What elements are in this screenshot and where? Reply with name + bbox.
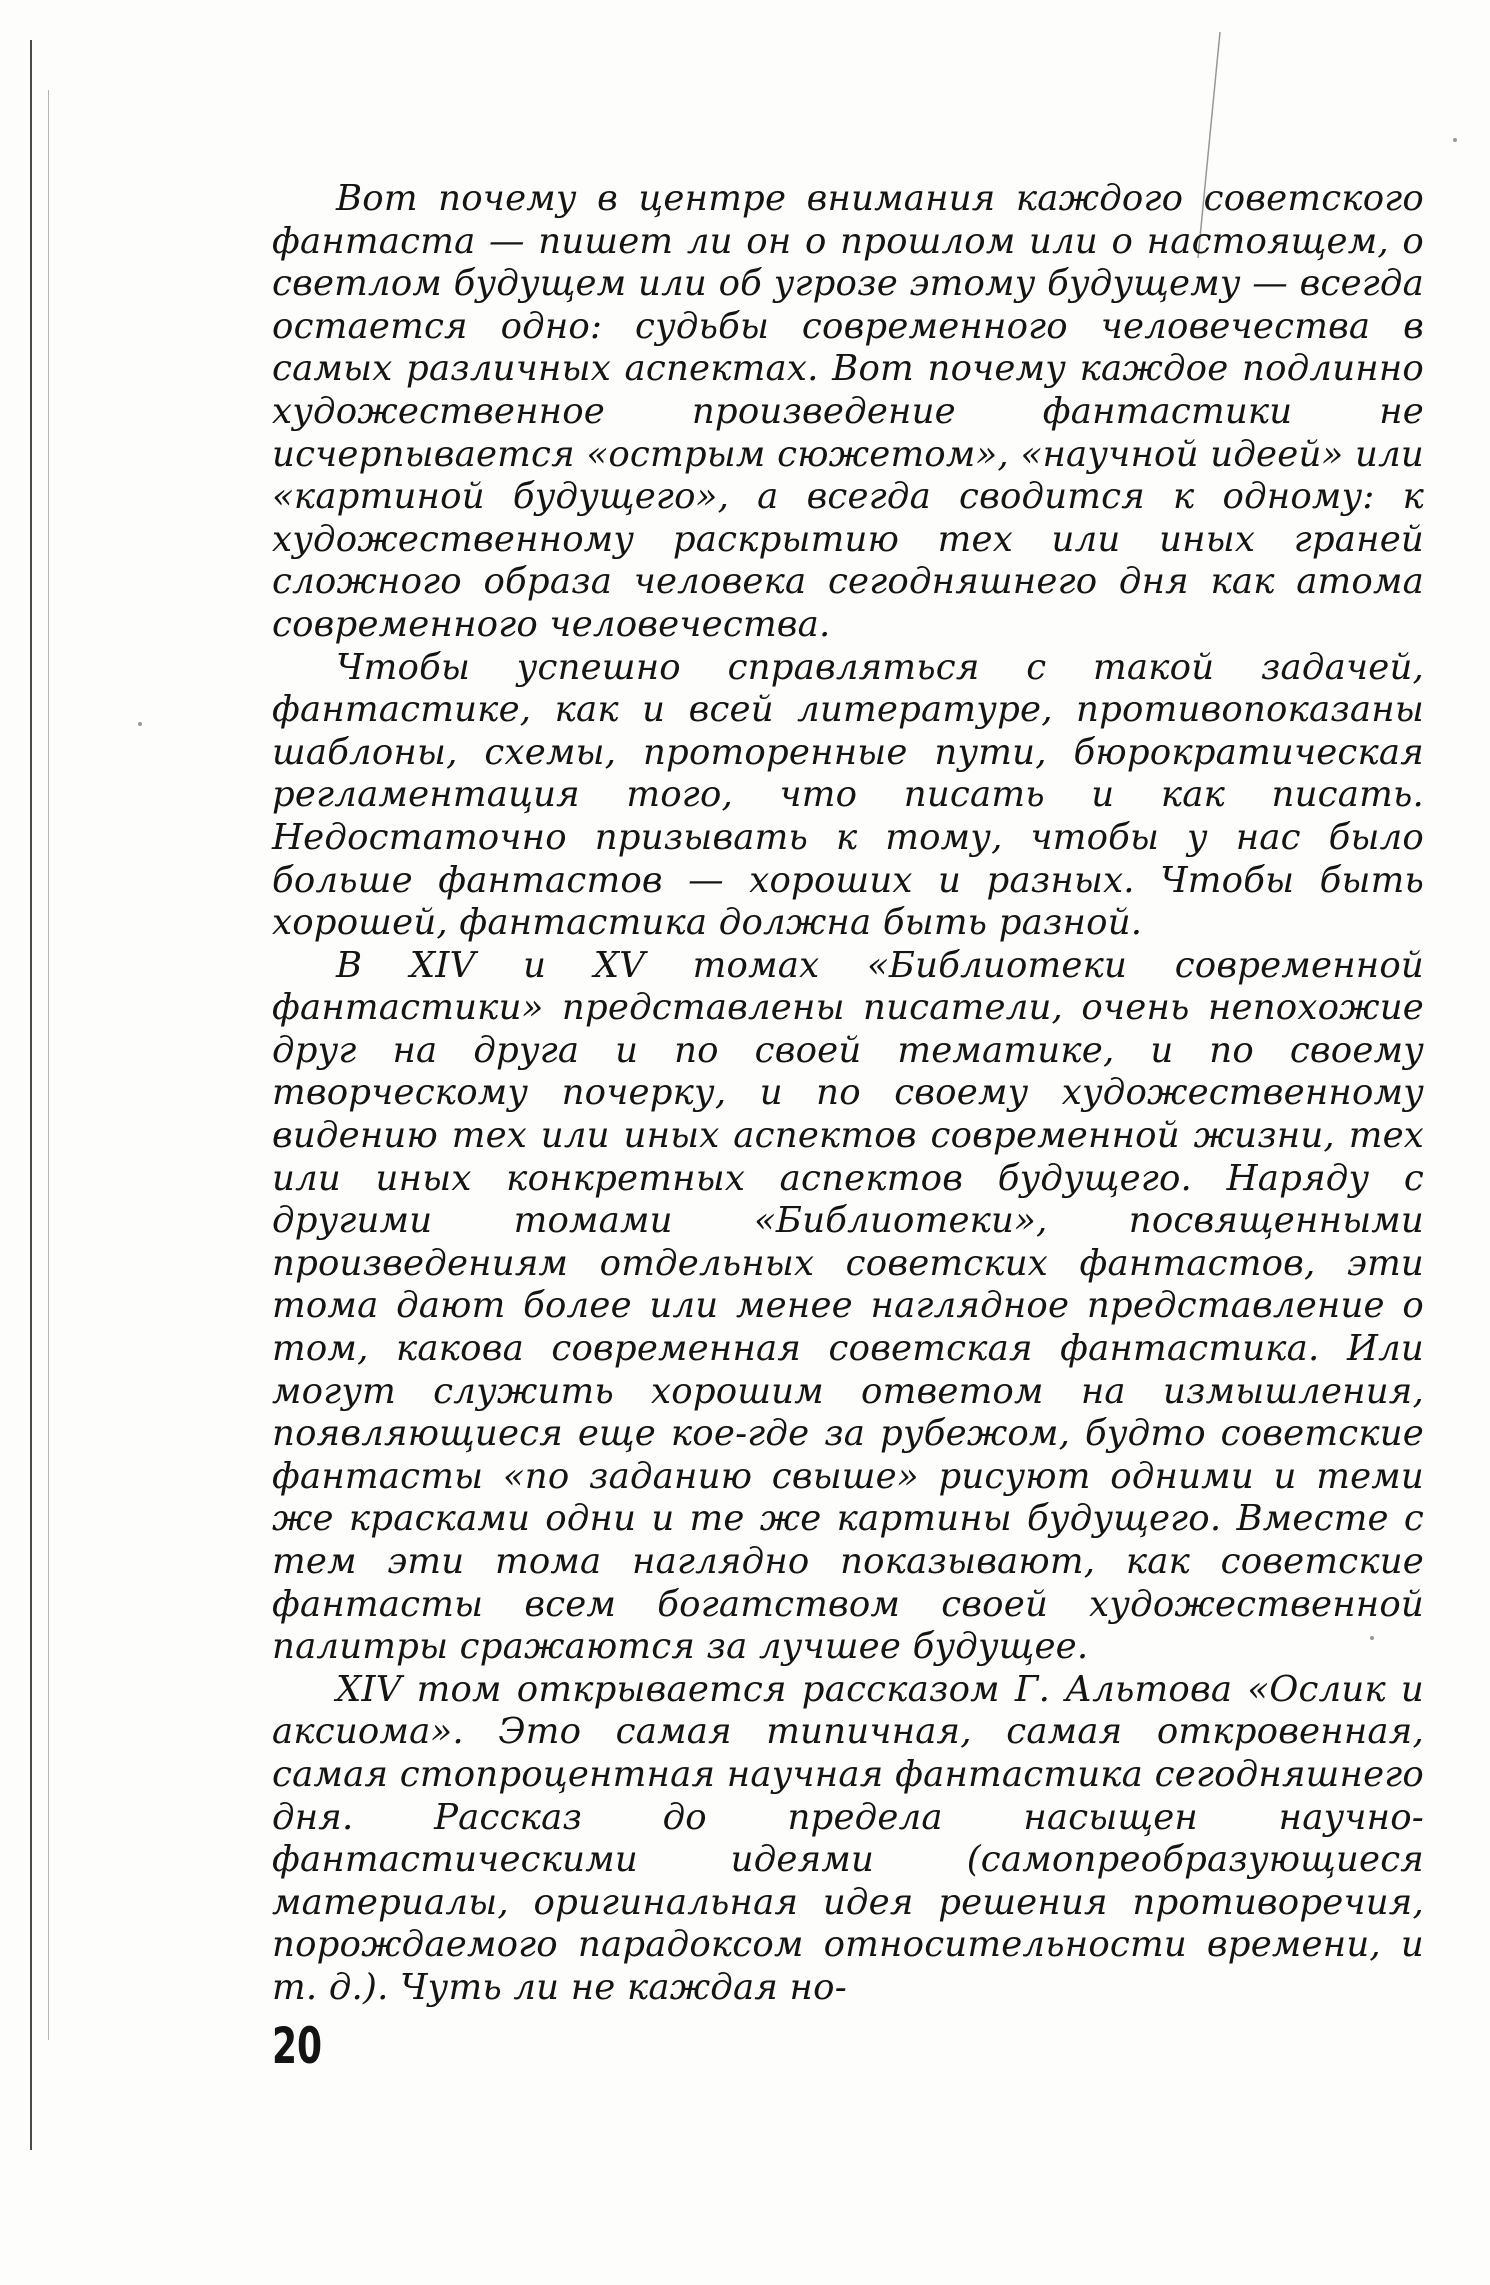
scan-edge-line — [30, 40, 32, 2150]
scan-speck — [138, 722, 142, 726]
paragraph: Чтобы успешно справляться с такой задачей, фантастике, как и всей литературе, противопоказаны шаблоны, схемы, проторенные пути, бюрократическая регламентация того, что писать и как писать. Недостаточно призывать к тому, чтобы у нас было больше фантастов — хороших и разных. Чтобы быть хорошей, фантастика должна быть разной. — [272, 646, 1424, 944]
body-text — [272, 178, 1424, 2010]
page-number: 20 — [272, 2017, 323, 2075]
paragraph: XIV том открывается рассказом Г. Альтова «Ослик и аксиома». Это самая типичная, самая откровенная, самая стопроцентная научная фантастика сегодняшнего дня. Рассказ до предела насыщен научно-фантастическими идеями (самопреобразующиеся материалы, оригинальная идея решения противоречия, порождаемого парадоксом относительности времени, и т. д.). Чуть ли не каждая но- — [272, 1668, 1424, 2008]
scan-speck — [1453, 138, 1457, 142]
paragraph: В XIV и XV томах «Библиотеки современной фантастики» представлены писатели, очень непохожие друг на друга и по своей тематике, и по своему творческому почерку, и по своему художественному видению тех или иных аспектов современной жизни, тех или иных конкретных аспектов будущего. Наряду с другими томами «Библиотеки», посвященными произведениям отдельных советских фантастов, эти тома дают более или менее наглядное представление о том, какова современная советская фантастика. Или могут служить хорошим ответом на измышления, появляющиеся еще кое-где за рубежом, будто советские фантасты «по заданию свыше» рисуют одними и теми же красками одни и те же картины будущего. Вместе с тем эти тома наглядно показывают, как советские фантасты всем богатством своей художественной палитры сражаются за лучшее будущее. — [272, 944, 1424, 1668]
paragraph: Вот почему в центре внимания каждого советского фантаста — пишет ли он о прошлом или о настоящем, о светлом будущем или об угрозе этому будущему — всегда остается одно: судьбы современного человечества в самых различных аспектах. Вот почему каждое подлинно художественное произведение фантастики не исчерпывается «острым сюжетом», «научной идеей» или «картиной будущего», а всегда сводится к одному: к художественному раскрытию тех или иных граней сложного образа человека сегодняшнего дня как атома современного человечества. — [272, 178, 1424, 645]
scan-edge-line-faint — [48, 90, 49, 2040]
